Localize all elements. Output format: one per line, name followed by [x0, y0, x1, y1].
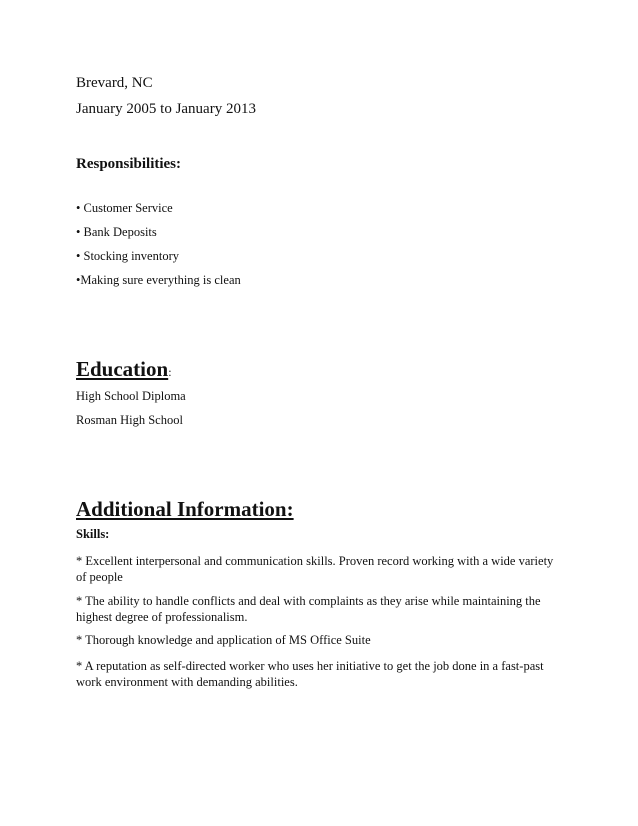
responsibility-item: • Bank Deposits	[76, 225, 157, 239]
skill-item: * Excellent interpersonal and communication skills. Proven record working with a wide variety of people	[76, 554, 554, 584]
skills-label: Skills:	[76, 527, 110, 541]
responsibilities-heading: Responsibilities:	[76, 156, 182, 172]
additional-info-heading: Additional Information:	[76, 497, 294, 521]
job-dates: January 2005 to January 2013	[76, 101, 256, 117]
skill-item: * The ability to handle conflicts and deal with complaints as they arise while maintaining the highest degree of professionalism.	[76, 594, 541, 624]
education-item: Rosman High School	[76, 413, 183, 427]
education-item: High School Diploma	[76, 389, 186, 403]
education-heading-colon: :	[168, 365, 172, 379]
skill-item: * Thorough knowledge and application of MS Office Suite	[76, 633, 371, 647]
job-location: Brevard, NC	[76, 75, 153, 91]
responsibility-item: • Customer Service	[76, 201, 173, 215]
responsibility-item: • Stocking inventory	[76, 249, 179, 263]
education-heading-text: Education	[76, 357, 169, 381]
skill-item: * A reputation as self-directed worker who uses her initiative to get the job done in a fast-past work environment with demanding abilities.	[76, 659, 544, 689]
responsibility-item: •Making sure everything is clean	[76, 273, 241, 287]
education-heading	[76, 357, 172, 382]
